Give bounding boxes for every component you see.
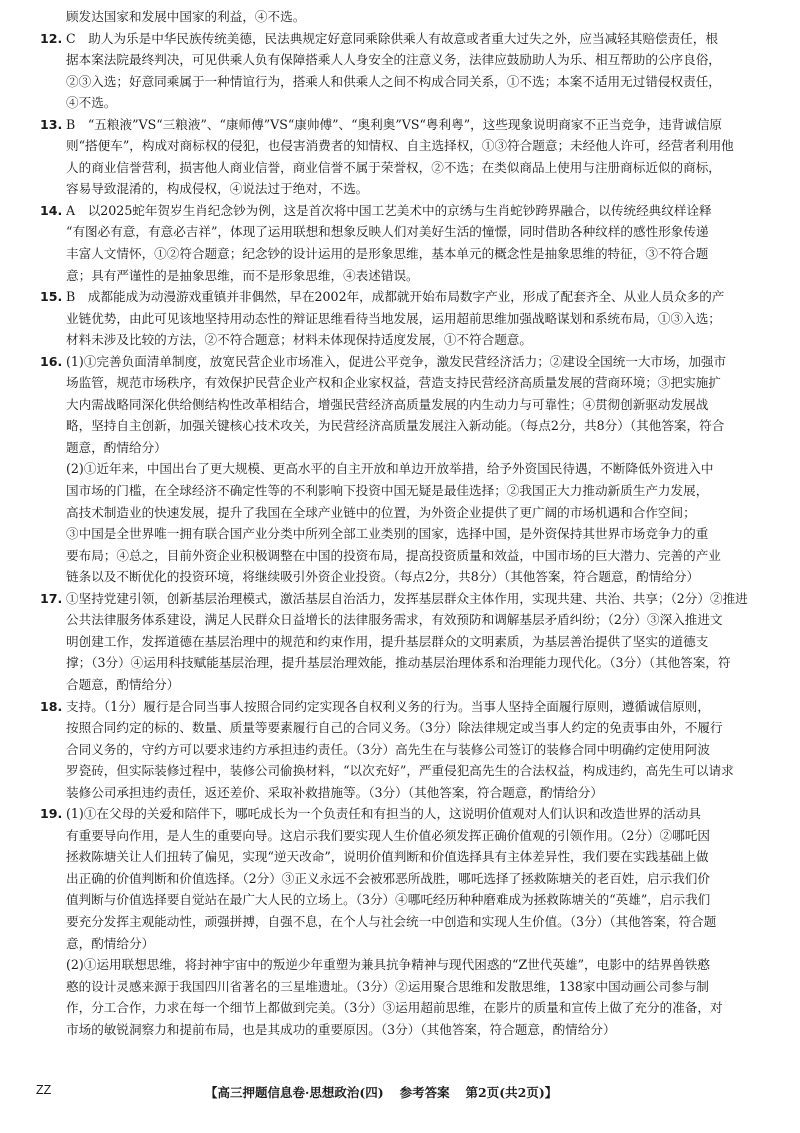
question-number: 18.	[40, 698, 63, 714]
answer-line: C 助人为乐是中华民族传统美德，民法典规定好意同乘除供乘人有故意或者重大过失之外，应当减轻其赔偿责任，根	[66, 30, 718, 46]
question-number: 17.	[40, 590, 63, 606]
answer-line: 国市场的门槛，在全球经济不确定性等的不利影响下投资中国无疑是最佳选择；②我国正大力推动新质生产力发展，	[66, 483, 709, 499]
answer-line: 丰富人文情怀，①②符合题意；纪念钞的设计运用的是形象思维，基本单元的概念性是抽象思维的特征，③不符合题	[66, 246, 709, 262]
answer-item	[40, 588, 770, 696]
answer-line: 拯救陈塘关让人们扭转了偏见，实现“逆天改命”，说明价值判断和价值选择具有主体差异性，我们要在实践基础上做	[66, 849, 709, 865]
answer-line: (2)①运用联想思维，将封神宇宙中的叛逆少年重塑为兼具抗争精神与现代困惑的“Z世代英雄”，电影中的结界兽铁憨	[66, 957, 710, 973]
footer-center	[205, 1083, 557, 1101]
footer-subtitle: 参考答案	[399, 1085, 450, 1100]
answer-line: 题意，酌情给分）	[66, 439, 167, 455]
continuation-line: 顾发达国家和发展中国家的利益，④不选。	[66, 9, 306, 24]
answer-line: 要充分发挥主观能动性，顽强拼搏，自强不息，在个人与社会统一中创造和实现人生价值。（3分）（其他答案，符合题	[66, 913, 717, 929]
answer-line: (1)①在父母的关爱和陪伴下，哪吒成长为一个负责任和有担当的人，这说明价值观对人们认识和改造世界的活动具	[66, 806, 701, 822]
answer-content	[40, 6, 770, 1040]
answer-line: 据本案法院最终判决，可见供乘人负有保障搭乘人人身安全的注意义务，法律应鼓励助人为乐、相互帮助的公序良俗，	[66, 52, 721, 68]
answer-line: 高技术制造业的快速发展，提升了我国在全球产业链中的位置，为外资企业提供了更广阔的市场机遇和合作空间；	[66, 504, 696, 520]
footer-spacer	[388, 1085, 396, 1100]
footer-spacer-2	[454, 1085, 462, 1100]
answer-line: (2)①近年来，中国出台了更大规模、更高水平的自主开放和单边开放举措，给予外资国民待遇，不断降低外资进入中	[66, 461, 714, 477]
answer-line: 容易导致混淆的，构成侵权，④说法过于绝对，不选。	[66, 181, 369, 197]
question-number: 14.	[40, 202, 63, 218]
answer-line: 意，酌情给分）	[66, 935, 155, 951]
answer-line: 公共法律服务体系建设，满足人民群众日益增长的法律服务需求，有效预防和调解基层矛盾纠纷；（2分）③深入推进文	[66, 612, 723, 628]
answer-line: ③中国是全世界唯一拥有联合国产业分类中所列全部工业类别的国家，选择中国，是外资保持其世界市场竞争力的重	[66, 526, 709, 542]
question-number: 16.	[40, 353, 63, 369]
answer-line: 明创建工作，发挥道德在基层治理中的规范和约束作用，提升基层群众的文明素质，为基层善治提供了坚实的道德支	[66, 633, 709, 649]
answer-item	[40, 696, 770, 804]
answer-line: (1)①完善负面清单制度，放宽民营企业市场准入，促进公平竞争，激发民营经济活力；②建设全国统一大市场，加强市	[66, 353, 727, 369]
answer-line: 合同义务的，守约方可以要求违约方承担违约责任。（3分）高先生在与装修公司签订的装修合同中明确约定使用阿波	[66, 741, 710, 757]
answer-line: B “五粮液”VS“三粮液”、“康师傅”VS“康帅傅”、“奥利奥”VS“粤利粤”，这些现象说明商家不正当竞争，违背诚信原	[66, 116, 723, 132]
answer-line: 略，坚持自主创新，加强关键核心技术攻关，为民营经济高质量发展注入新动能。（每点2分，共8分）（其他答案，符合	[66, 418, 725, 434]
answer-line: ①坚持党建引领，创新基层治理模式，激活基层自治活力，发挥基层群众主体作用，实现共建、共治、共享；（2分）②推进	[66, 590, 748, 606]
answer-item	[40, 200, 770, 286]
answer-line: 大内需战略同深化供给侧结构性改革相结合，增强民营经济高质量发展的内生动力与可靠性；④贯彻创新驱动发展战	[66, 396, 709, 412]
footer-page-info: 第2页(共2页)】	[465, 1085, 558, 1100]
answer-line: 撑；（3分）④运用科技赋能基层治理，提升基层治理效能，推动基层治理体系和治理能力现代化。（3分）（其他答案，符	[66, 655, 731, 671]
answer-line: 憨的设计灵感来源于我国四川省著名的三星堆遗址。（3分）②运用聚合思维和发散思维，138家中国动画公司参与制	[66, 978, 709, 994]
answer-line: B 成都能成为动漫游戏重镇并非偶然，早在2002年，成都就开始布局数字产业，形成了配套齐全、从业人员众多的产	[66, 289, 725, 305]
answer-line: 装修公司承担违约责任，返还差价、采取补救措施等。（3分）（其他答案，符合题意，酌情给分）	[66, 784, 603, 800]
answer-item	[40, 286, 770, 351]
answer-item	[40, 351, 770, 588]
answer-line: ④不选。	[66, 95, 117, 111]
answer-item	[40, 114, 770, 200]
footer-mark: ZZ	[36, 1083, 52, 1097]
answer-line: 罗瓷砖，但实际装修过程中，装修公司偷换材料，“以次充好”，严重侵犯高先生的合法权益，构成违约，高先生可以请求	[66, 763, 734, 779]
question-list	[40, 28, 770, 1041]
answer-line: 场监管，规范市场秩序，有效保护民营企业产权和企业家权益，营造支持民营经济高质量发展的营商环境；③把实施扩	[66, 375, 721, 391]
answer-line: 意；具有严谨性的是抽象思维，而不是形象思维，④表述错误。	[66, 267, 419, 283]
answer-line: 支持。（1分）履行是合同当事人按照合同约定实现各自权利义务的行为。当事人坚持全面履行原则，遵循诚信原则，	[66, 698, 710, 714]
answer-line: 出正确的价值判断和价值选择。（2分）③正义永远不会被邪恶所战胜，哪吒选择了拯救陈塘关的老百姓，启示我们价	[66, 870, 710, 886]
page-start-block	[40, 6, 770, 28]
answer-line: ②③入选；好意同乘属于一种情谊行为，搭乘人和供乘人之间不构成合同关系，①不选；本案不适用无过错侵权责任，	[66, 73, 721, 89]
answer-line: 则“搭便车”，构成对商标权的侵犯，也侵害消费者的知情权、自主选择权，①③符合题意；未经他人许可，经营者利用他	[66, 138, 734, 154]
answer-line: “有图必有意，有意必吉祥”，体现了运用联想和想象反映人们对美好生活的憧憬，同时借助各种纹样的感性形象传递	[66, 224, 709, 240]
answer-line: 按照合同约定的标的、数量、质量等要素履行自己的合同义务。（3分）除法律规定或当事人约定的免责事由外，不履行	[66, 720, 723, 736]
answer-item	[40, 803, 770, 1040]
answer-line: 合题意，酌情给分）	[66, 676, 180, 692]
answer-line: 市场的敏锐洞察力和提前布局，也是其成功的重要原因。（3分）（其他答案，符合题意，酌情给分）	[66, 1021, 616, 1037]
question-number: 12.	[40, 30, 63, 46]
answer-line: 业链优势，由此可见该地坚持用动态性的辩证思维看待当地发展，运用超前思维加强战略谋划和系统布局，①③入选；	[66, 310, 721, 326]
answer-item	[40, 28, 770, 114]
page-footer	[0, 1083, 800, 1107]
answer-line: 值判断与价值选择要自觉站在最广大人民的立场上。（3分）④哪吒经历种种磨难成为拯救陈塘关的“英雄”，启示我们	[66, 892, 711, 908]
answer-line: 作，分工合作，力求在每一个细节上都做到完美。（3分）③运用超前思维，在影片的质量和宣传上做了充分的准备，对	[66, 1000, 723, 1016]
question-number: 13.	[40, 116, 63, 132]
footer-title: 【高三押题信息卷·思想政治(四)	[205, 1085, 384, 1100]
question-number: 15.	[40, 289, 63, 305]
answer-line: 要布局；④总之，目前外资企业积极调整在中国的投资布局，提高投资质量和效益，中国市场的巨大潜力、完善的产业	[66, 547, 721, 563]
question-number: 19.	[40, 806, 63, 822]
answer-line: 材料未涉及比较的方法，②不符合题意；材料未体现保持适度发展，①不符合题意。	[66, 332, 532, 348]
answer-line: 有重要导向作用，是人生的重要向导。这启示我们要实现人生价值必须发挥正确价值观的引领作用。（2分）②哪吒因	[66, 827, 710, 843]
answer-line: 链条以及不断优化的投资环境，将继续吸引外资企业投资。（每点2分，共8分）（其他答案，符合题意，酌情给分）	[66, 569, 700, 585]
answer-line: A 以2025蛇年贺岁生肖纪念钞为例，这是首次将中国工艺美术中的京绣与生肖蛇钞跨界融合，以传统经典纹样诠释	[66, 202, 712, 218]
answer-line: 人的商业信誉营利，损害他人商业信誉，商业信誉不属于荣誉权，②不选；在类似商品上使用与注册商标近似的商标，	[66, 159, 721, 175]
